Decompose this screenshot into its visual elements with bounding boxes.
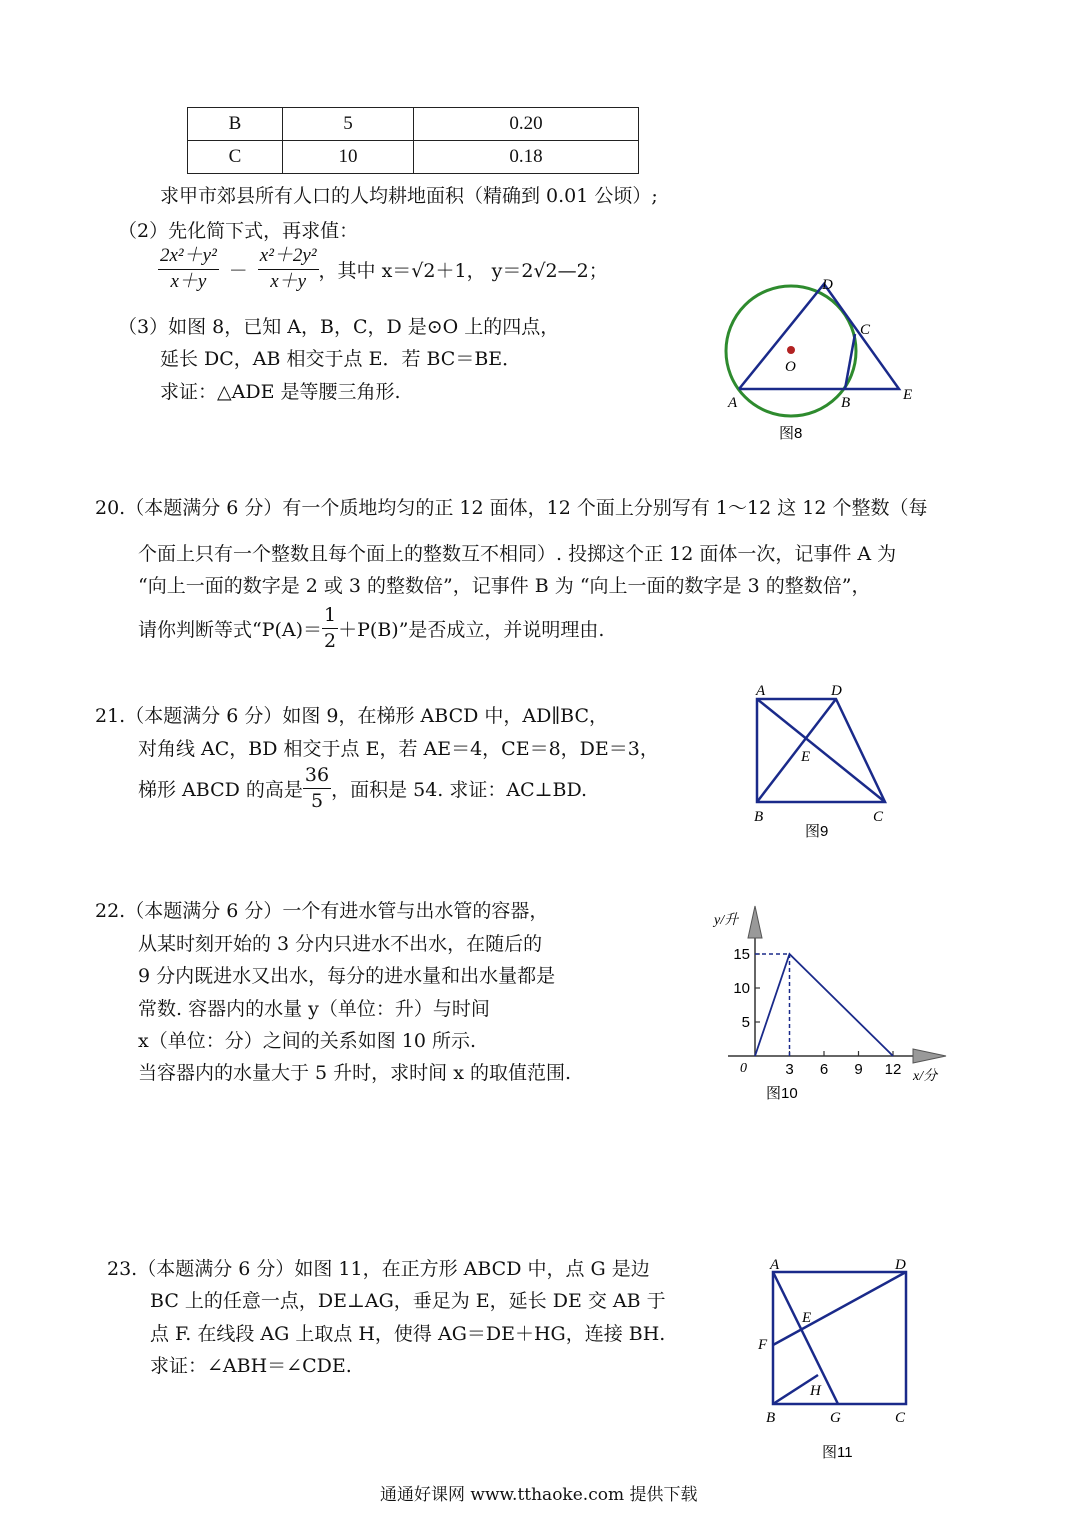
q22-line4: 常数. 容器内的水量 y（单位：升）与时间 xyxy=(138,998,490,1020)
q20-line4-pre: 请你判断等式“P(A)＝ xyxy=(138,618,323,641)
fraction-2-numerator: x²＋2y² xyxy=(258,246,319,270)
q19-part2-label: （2）先化简下式，再求值： xyxy=(118,220,359,242)
x-axis-arrow-icon xyxy=(913,1049,946,1063)
figure-11 xyxy=(750,1252,925,1467)
table-cell: C xyxy=(188,141,283,174)
q22-line5: x（单位：分）之间的关系如图 10 所示. xyxy=(138,1030,477,1052)
center-point xyxy=(787,346,795,354)
q20-fraction-numerator: 1 xyxy=(322,605,338,629)
q20-line1: 20.（本题满分 6 分）有一个质地均匀的正 12 面体，12 个面上分别写有 1～12 这 12 个整数（每 xyxy=(95,497,928,519)
minus-sign: － xyxy=(228,259,248,282)
q21-line3-post: ，面积是 54. 求证：AC⊥BD. xyxy=(331,778,588,801)
fraction-1 xyxy=(158,246,219,293)
label-e: E xyxy=(801,749,811,765)
label-o: O xyxy=(785,359,796,375)
data-table xyxy=(187,107,639,174)
q20-fraction-denominator: 2 xyxy=(324,629,337,652)
x-tick-label: 12 xyxy=(884,1061,902,1078)
label-b: B xyxy=(754,809,764,825)
label-c: C xyxy=(895,1410,906,1426)
fraction-2-denominator: x＋y xyxy=(270,270,307,292)
q21-line2: 对角线 AC，BD 相交于点 E，若 AE＝4，CE＝8，DE＝3， xyxy=(138,738,659,760)
q19-part3-line1: （3）如图 8，已知 A，B，C，D 是⊙O 上的四点， xyxy=(118,316,560,338)
q23-line3: 点 F. 在线段 AG 上取点 H，使得 AG＝DE＋HG，连接 BH. xyxy=(150,1323,666,1345)
q21-line3 xyxy=(138,765,587,812)
fraction-2 xyxy=(258,246,319,293)
q22-line2: 从某时刻开始的 3 分内只进水不出水，在随后的 xyxy=(138,933,543,955)
x-tick-label: 9 xyxy=(854,1061,863,1078)
figure-9 xyxy=(745,678,905,843)
label-e: E xyxy=(802,1310,812,1326)
y-tick-label: 5 xyxy=(741,1014,750,1031)
y-tick-label: 10 xyxy=(733,980,750,997)
q23-line4: 求证：∠ABH＝∠CDE. xyxy=(150,1355,352,1377)
q19-expression xyxy=(158,246,608,293)
table-cell: 0.20 xyxy=(414,108,639,141)
q23-line2: BC 上的任意一点，DE⊥AG，垂足为 E，延长 DE 交 AB 于 xyxy=(150,1290,666,1312)
x-tick-label: 6 xyxy=(819,1061,829,1078)
table-row xyxy=(188,108,639,141)
table-cell: B xyxy=(188,108,283,141)
q19-part3-line3: 求证：△ADE 是等腰三角形. xyxy=(160,381,401,403)
label-e: E xyxy=(903,387,913,403)
figure-8-caption: 图8 xyxy=(779,425,803,442)
q21-fraction-denominator: 5 xyxy=(310,789,324,812)
square-abcd xyxy=(773,1272,906,1404)
x-axis-label: x/分 xyxy=(913,1069,938,1084)
label-a: A xyxy=(756,683,766,699)
label-a: A xyxy=(728,395,738,411)
q20-line4-post: ＋P(B)”是否成立，并说明理由. xyxy=(338,618,605,641)
diagonal-ac xyxy=(757,699,885,802)
q20-fraction xyxy=(322,605,338,652)
table-cell: 10 xyxy=(283,141,414,174)
diagonal-bd xyxy=(757,699,836,802)
x-tick-label: 3 xyxy=(785,1061,794,1078)
y-axis-arrow-icon xyxy=(748,906,762,938)
label-b: B xyxy=(766,1410,776,1426)
table-cell: 0.18 xyxy=(414,141,639,174)
q21-fraction xyxy=(303,765,331,812)
figure-11-caption: 图11 xyxy=(822,1444,853,1461)
label-d: D xyxy=(822,277,833,293)
y-tick-label: 15 xyxy=(733,946,750,963)
label-f: F xyxy=(758,1337,768,1353)
q23-line1: 23.（本题满分 6 分）如图 11，在正方形 ABCD 中，点 G 是边 xyxy=(107,1258,650,1280)
water-volume-line xyxy=(755,954,893,1056)
q19-part1-text: 求甲市郊县所有人口的人均耕地面积（精确到 0.01 公顷）; xyxy=(160,185,658,207)
table-row xyxy=(188,141,639,174)
label-h: H xyxy=(810,1383,821,1399)
q22-line6: 当容器内的水量大于 5 升时，求时间 x 的取值范围. xyxy=(138,1062,572,1084)
label-b: B xyxy=(841,395,851,411)
q19-expression-tail: ，其中 x＝√2＋1， y＝2√2—2； xyxy=(318,259,608,282)
fraction-1-numerator: 2x²＋y² xyxy=(158,246,219,270)
page-footer: 通通好课网 www.tthaoke.com 提供下载 xyxy=(380,1485,698,1505)
y-axis-label: y/升 xyxy=(714,913,739,928)
label-g: G xyxy=(830,1410,841,1426)
q21-fraction-numerator: 36 xyxy=(303,765,331,789)
fraction-1-denominator: x＋y xyxy=(170,270,207,292)
triangle-ade xyxy=(739,284,899,389)
label-d: D xyxy=(831,683,842,699)
label-c: C xyxy=(860,322,871,338)
segment-df xyxy=(773,1272,906,1345)
table-cell: 5 xyxy=(283,108,414,141)
q21-line1: 21.（本题满分 6 分）如图 9，在梯形 ABCD 中，AD∥BC， xyxy=(95,705,608,727)
q19-part3-line2: 延长 DC，AB 相交于点 E．若 BC＝BE． xyxy=(160,348,522,370)
q20-line3: “向上一面的数字是 2 或 3 的整数倍”，记事件 B 为 “向上一面的数字是 3 的整数倍”， xyxy=(138,575,871,597)
q22-line1: 22.（本题满分 6 分）一个有进水管与出水管的容器， xyxy=(95,900,549,922)
q20-line4 xyxy=(138,605,604,652)
figure-8 xyxy=(715,270,935,450)
q22-line3: 9 分内既进水又出水，每分的进水量和出水量都是 xyxy=(138,965,556,987)
q20-line2: 个面上只有一个整数且每个面上的整数互不相同）. 投掷这个正 12 面体一次，记事件 A 为 xyxy=(138,543,897,565)
label-c: C xyxy=(873,809,884,825)
label-d: D xyxy=(895,1257,906,1273)
origin-label: 0 xyxy=(740,1061,747,1076)
label-a: A xyxy=(770,1257,780,1273)
figure-10-caption: 图10 xyxy=(766,1085,798,1102)
figure-9-caption: 图9 xyxy=(805,823,829,840)
q21-line3-pre: 梯形 ABCD 的高是 xyxy=(138,778,303,801)
figure-10 xyxy=(708,898,953,1108)
